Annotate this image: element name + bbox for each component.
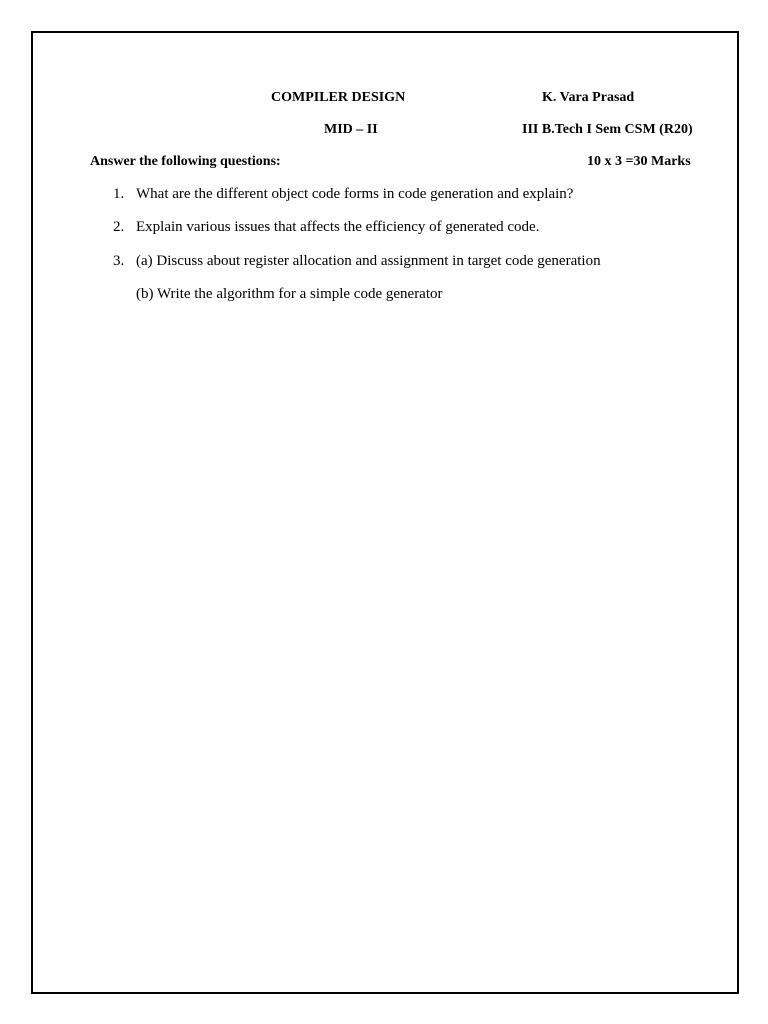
page-border: [31, 31, 739, 994]
question-1-text: What are the different object code forms in code generation and explain?: [136, 186, 574, 202]
subject-title: COMPILER DESIGN: [271, 90, 406, 105]
exam-title: MID – II: [324, 122, 378, 137]
faculty-name: K. Vara Prasad: [542, 90, 635, 105]
question-2-text: Explain various issues that affects the efficiency of generated code.: [136, 219, 540, 235]
instructions-text: Answer the following questions:: [90, 154, 281, 169]
question-3-number: 3.: [113, 253, 125, 269]
class-info: III B.Tech I Sem CSM (R20): [522, 122, 693, 137]
question-3-subpart: (b) Write the algorithm for a simple code generator: [136, 286, 443, 302]
question-3-text: (a) Discuss about register allocation and assignment in target code generation: [136, 253, 601, 269]
marks-info: 10 x 3 =30 Marks: [587, 154, 691, 169]
question-1-number: 1.: [113, 186, 125, 202]
question-2-number: 2.: [113, 219, 125, 235]
